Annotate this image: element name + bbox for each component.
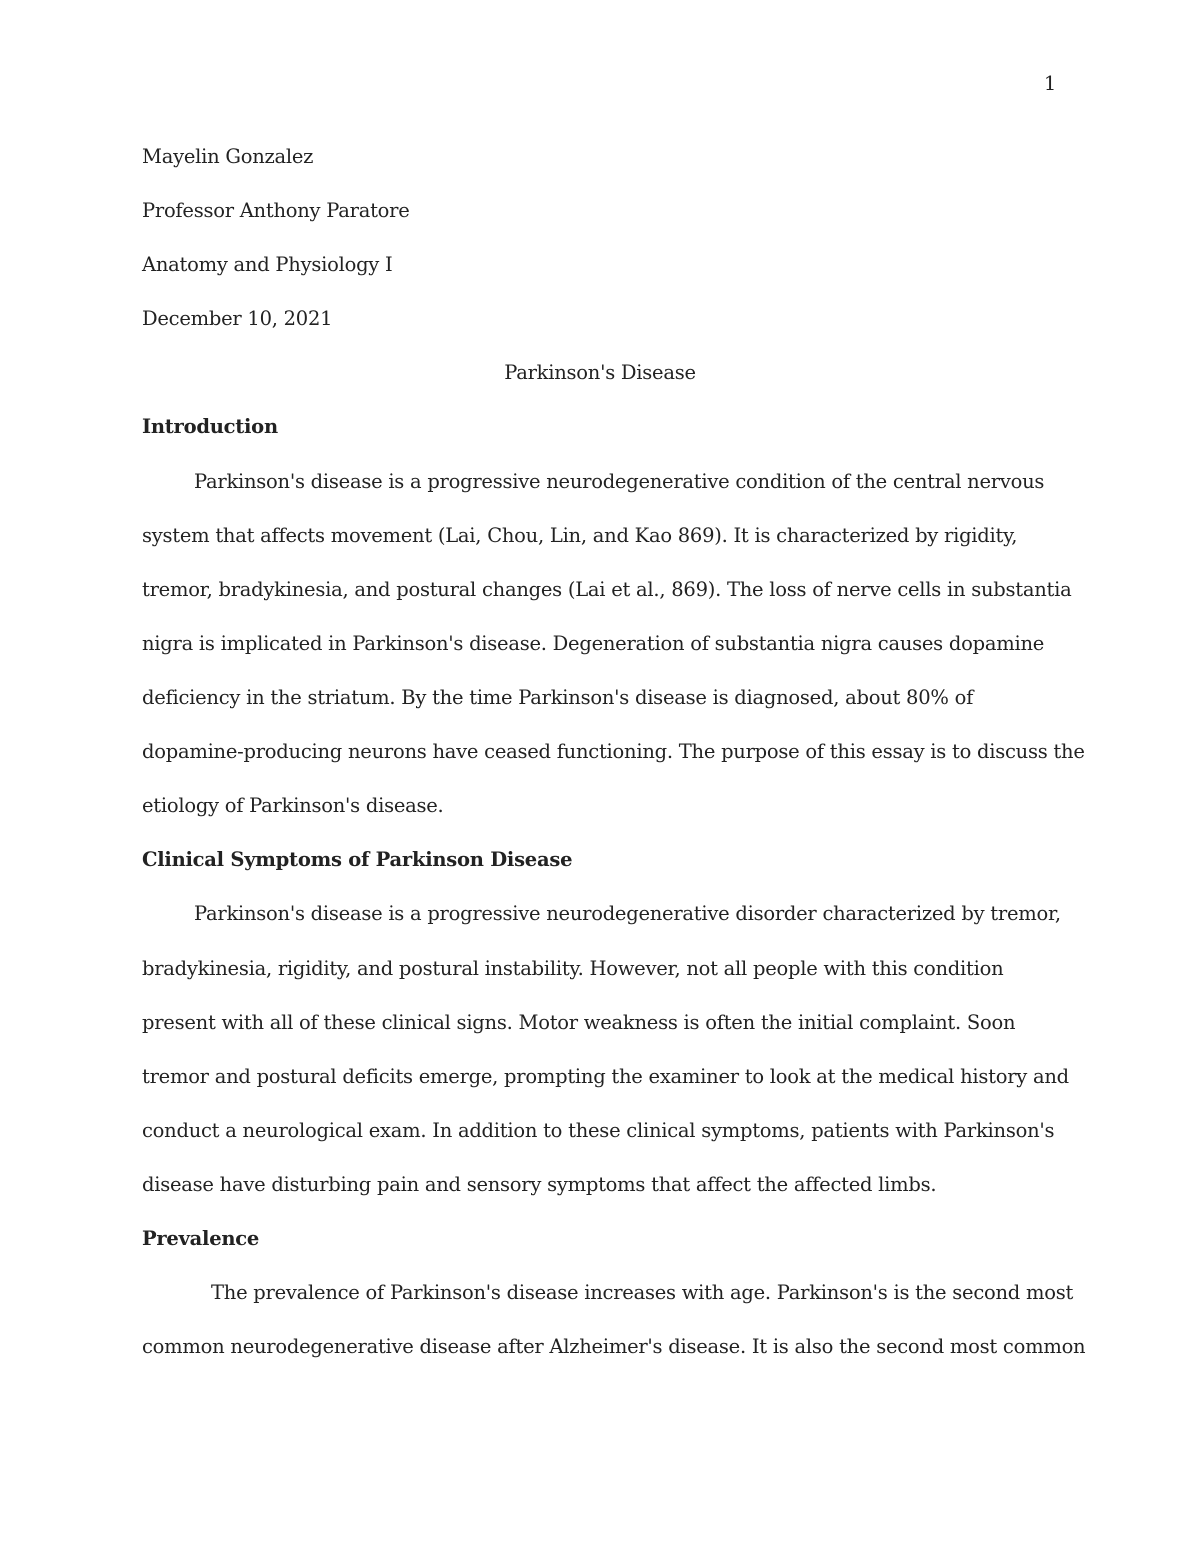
paragraph-line: system that affects movement (Lai, Chou, Lin, and Kao 869). It is characterized by rigidity, <box>142 524 1018 547</box>
course-name: Anatomy and Physiology I <box>142 253 393 276</box>
paragraph-line: conduct a neurological exam. In addition to these clinical symptoms, patients with Parkinson's <box>142 1119 1055 1142</box>
professor-name: Professor Anthony Paratore <box>142 199 410 222</box>
paragraph-line: Parkinson's disease is a progressive neurodegenerative condition of the central nervous <box>194 470 1045 493</box>
paragraph-line: dopamine-producing neurons have ceased functioning. The purpose of this essay is to discuss the <box>142 740 1085 763</box>
paragraph-line: nigra is implicated in Parkinson's disease. Degeneration of substantia nigra causes dopamine <box>142 632 1045 655</box>
paragraph-line: deficiency in the striatum. By the time Parkinson's disease is diagnosed, about 80% of <box>142 686 974 709</box>
section-heading-prevalence: Prevalence <box>142 1227 260 1250</box>
paragraph-line: tremor and postural deficits emerge, prompting the examiner to look at the medical history and <box>142 1065 1069 1088</box>
paragraph-line: The prevalence of Parkinson's disease increases with age. Parkinson's is the second most <box>211 1281 1074 1304</box>
document-title: Parkinson's Disease <box>504 361 696 384</box>
section-heading-introduction: Introduction <box>142 415 278 438</box>
paragraph-line: disease have disturbing pain and sensory symptoms that affect the affected limbs. <box>142 1173 937 1196</box>
author-name: Mayelin Gonzalez <box>142 145 314 168</box>
section-heading-clinical-symptoms: Clinical Symptoms of Parkinson Disease <box>142 848 573 871</box>
paragraph-line: Parkinson's disease is a progressive neurodegenerative disorder characterized by tremor, <box>194 902 1061 925</box>
submission-date: December 10, 2021 <box>142 307 333 330</box>
paragraph-line: tremor, bradykinesia, and postural changes (Lai et al., 869). The loss of nerve cells in substantia <box>142 578 1072 601</box>
paragraph-line: common neurodegenerative disease after Alzheimer's disease. It is also the second most common <box>142 1335 1086 1358</box>
paragraph-line: present with all of these clinical signs. Motor weakness is often the initial complaint. Soon <box>142 1011 1016 1034</box>
paragraph-line: etiology of Parkinson's disease. <box>142 794 444 817</box>
paragraph-line: bradykinesia, rigidity, and postural instability. However, not all people with this condition <box>142 957 1004 980</box>
page-number: 1 <box>1043 72 1056 95</box>
